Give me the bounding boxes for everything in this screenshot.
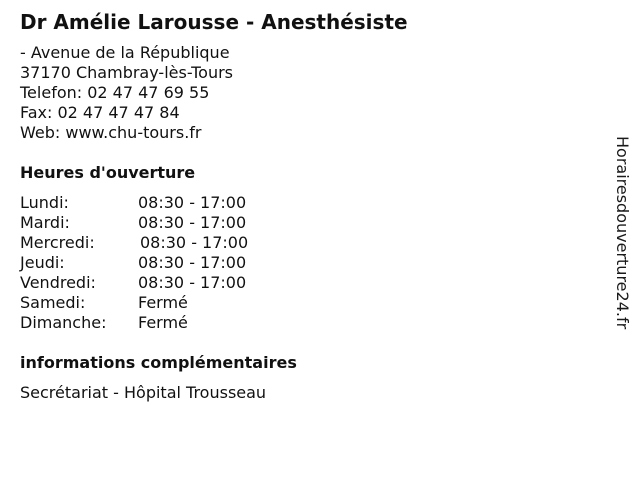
page-title: Dr Amélie Larousse - Anesthésiste xyxy=(20,10,408,34)
day-label: Lundi: xyxy=(20,193,69,212)
time-value: Fermé xyxy=(138,293,188,312)
day-label: Mardi: xyxy=(20,213,70,232)
hours-row-sunday xyxy=(20,313,320,333)
day-label: Dimanche: xyxy=(20,313,107,332)
address-block xyxy=(20,43,233,143)
hours-row-wednesday xyxy=(20,233,320,253)
hours-row-saturday xyxy=(20,293,320,313)
day-label: Vendredi: xyxy=(20,273,96,292)
additional-info-text: Secrétariat - Hôpital Trousseau xyxy=(20,383,267,402)
opening-hours-table xyxy=(20,193,320,333)
hours-row-thursday xyxy=(20,253,320,273)
hours-row-monday xyxy=(20,193,320,213)
hours-row-tuesday xyxy=(20,213,320,233)
time-value: Fermé xyxy=(138,313,188,332)
website: Web: www.chu-tours.fr xyxy=(20,123,202,142)
city-address: 37170 Chambray-lès-Tours xyxy=(20,63,234,82)
time-value: 08:30 - 17:00 xyxy=(138,193,247,212)
time-value: 08:30 - 17:00 xyxy=(140,233,249,252)
phone-number: Telefon: 02 47 47 69 55 xyxy=(20,83,210,102)
day-label: Samedi: xyxy=(20,293,86,312)
hours-row-friday xyxy=(20,273,320,293)
time-value: 08:30 - 17:00 xyxy=(138,213,247,232)
time-value: 08:30 - 17:00 xyxy=(138,273,247,292)
time-value: 08:30 - 17:00 xyxy=(138,253,247,272)
street-address: - Avenue de la République xyxy=(20,43,230,62)
opening-hours-heading: Heures d'ouverture xyxy=(20,163,196,182)
fax-number: Fax: 02 47 47 47 84 xyxy=(20,103,180,122)
additional-info-heading: informations complémentaires xyxy=(20,353,297,372)
day-label: Jeudi: xyxy=(20,253,65,272)
site-watermark: Horairesdouverture24.fr xyxy=(613,136,632,330)
day-label: Mercredi: xyxy=(20,233,95,252)
